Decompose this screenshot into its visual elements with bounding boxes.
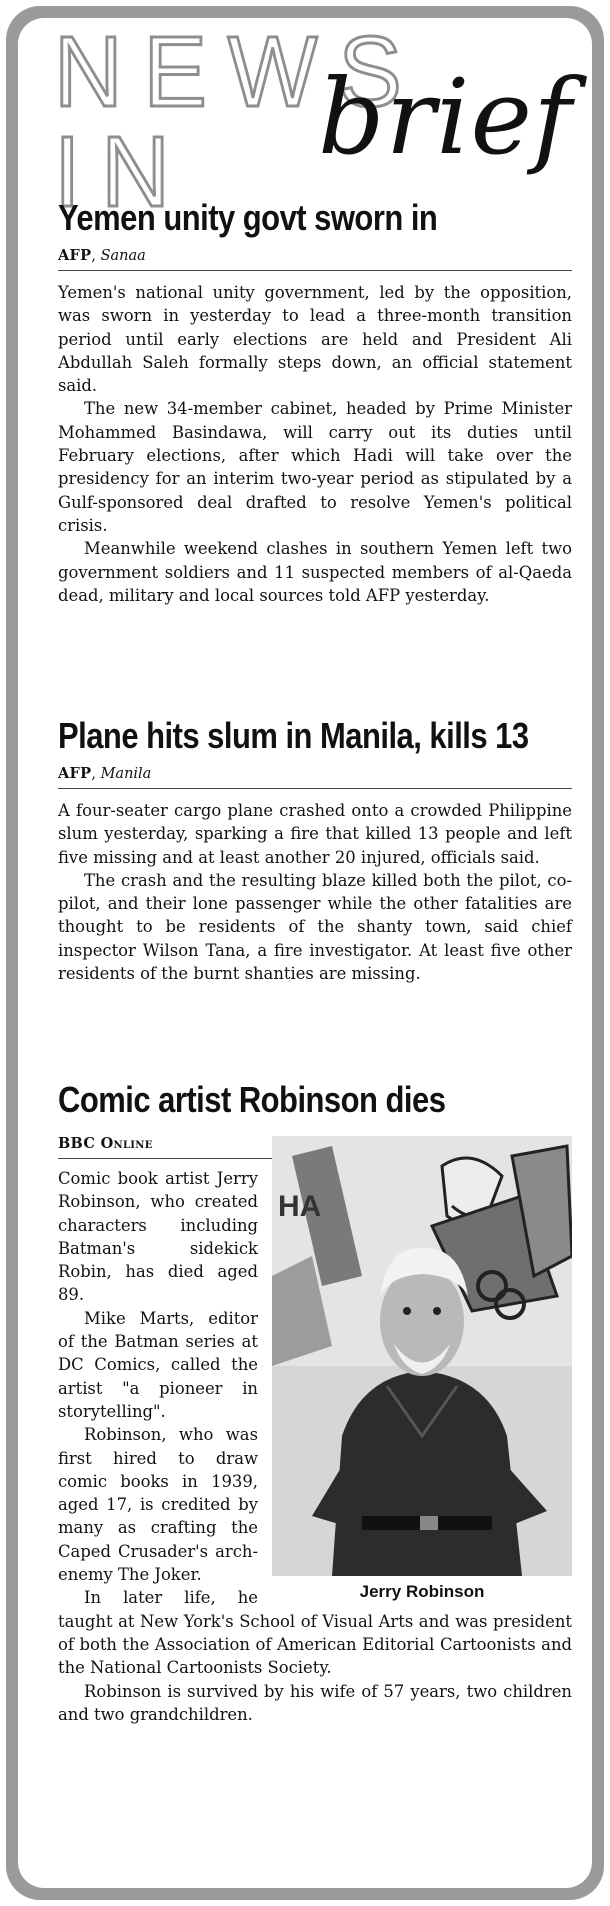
photo-block (272, 1136, 572, 1606)
headline-yemen: Yemen unity govt sworn in (58, 197, 438, 238)
paragraph: Robinson, who was first hired to draw comic books in 1939, aged 17, is credited by many as crafting the Caped Crusader's arch-enemy The Joker. (58, 1425, 258, 1585)
masthead-news-text: NEWS IN (54, 18, 423, 228)
story-manila (58, 714, 572, 985)
page-frame (6, 6, 604, 1900)
news-panel (18, 18, 592, 1888)
paragraph: Comic book artist Jerry Robinson, who created characters including Batman's sidekick Robin, has died aged 89. (58, 1169, 258, 1305)
place-yemen: Sanaa (100, 248, 146, 264)
agency-robinson: BBC Online (58, 1135, 153, 1152)
photo-caption: Jerry Robinson (359, 1582, 485, 1601)
agency-yemen: AFP (58, 247, 92, 264)
headline-manila: Plane hits slum in Manila, kills 13 (58, 715, 529, 756)
dateline-yemen: AFP, Sanaa (58, 246, 572, 271)
paragraph: A four-seater cargo plane crashed onto a crowded Philippine slum yesterday, sparking a fire that killed 13 people and left five missing and at least another 20 injured, officials said. (58, 801, 572, 867)
body-robinson (58, 1134, 572, 1726)
paragraph: The new 34-member cabinet, headed by Prime Minister Mohammed Basindawa, will carry out its duties until February elections, after which Hadi will take over the presidency for an interim two-year period as stipulated by a Gulf-sponsored deal drafted to resolve Yemen's political crisis. (58, 399, 572, 535)
masthead-brief-text: brief (318, 56, 573, 178)
paragraph: Meanwhile weekend clashes in southern Yemen left two government soldiers and 11 suspected members of al-Qaeda dead, military and local sources told AFP yesterday. (58, 539, 572, 605)
body-manila (58, 799, 572, 985)
paragraph: Yemen's national unity government, led by the opposition, was sworn in yesterday to lead a three-month transition period until early elections are held and President Ali Abdullah Saleh formally steps down, an official statement said. (58, 283, 572, 396)
paragraph: Mike Marts, editor of the Batman series at DC Comics, called the artist "a pioneer in storytelling". (58, 1308, 258, 1421)
svg-text:HA: HA (278, 1190, 322, 1223)
photo-jerry-robinson (272, 1136, 572, 1576)
paragraph: Robinson is survived by his wife of 57 years, two children and two grandchildren. (58, 1681, 572, 1724)
headline-robinson: Comic artist Robinson dies (58, 1079, 446, 1120)
paragraph: The crash and the resulting blaze killed both the pilot, co-pilot, and their lone passenger while the other fatalities are thought to be residents of the shanty town, said chief inspector Wilson Tana, a fire investigator. At least five other residents of the burnt shanties are missing. (58, 870, 572, 984)
agency-manila: AFP (58, 765, 92, 782)
place-manila: Manila (100, 766, 152, 782)
dateline-manila: AFP, Manila (58, 764, 572, 789)
story-robinson (58, 1078, 572, 1726)
body-yemen (58, 281, 572, 607)
story-yemen (58, 196, 572, 607)
paragraph: In later life, he taught at New York's School of Visual Arts and was president of both the Association of American Editorial Cartoonists and the National Cartoonists Society. (58, 1588, 572, 1678)
